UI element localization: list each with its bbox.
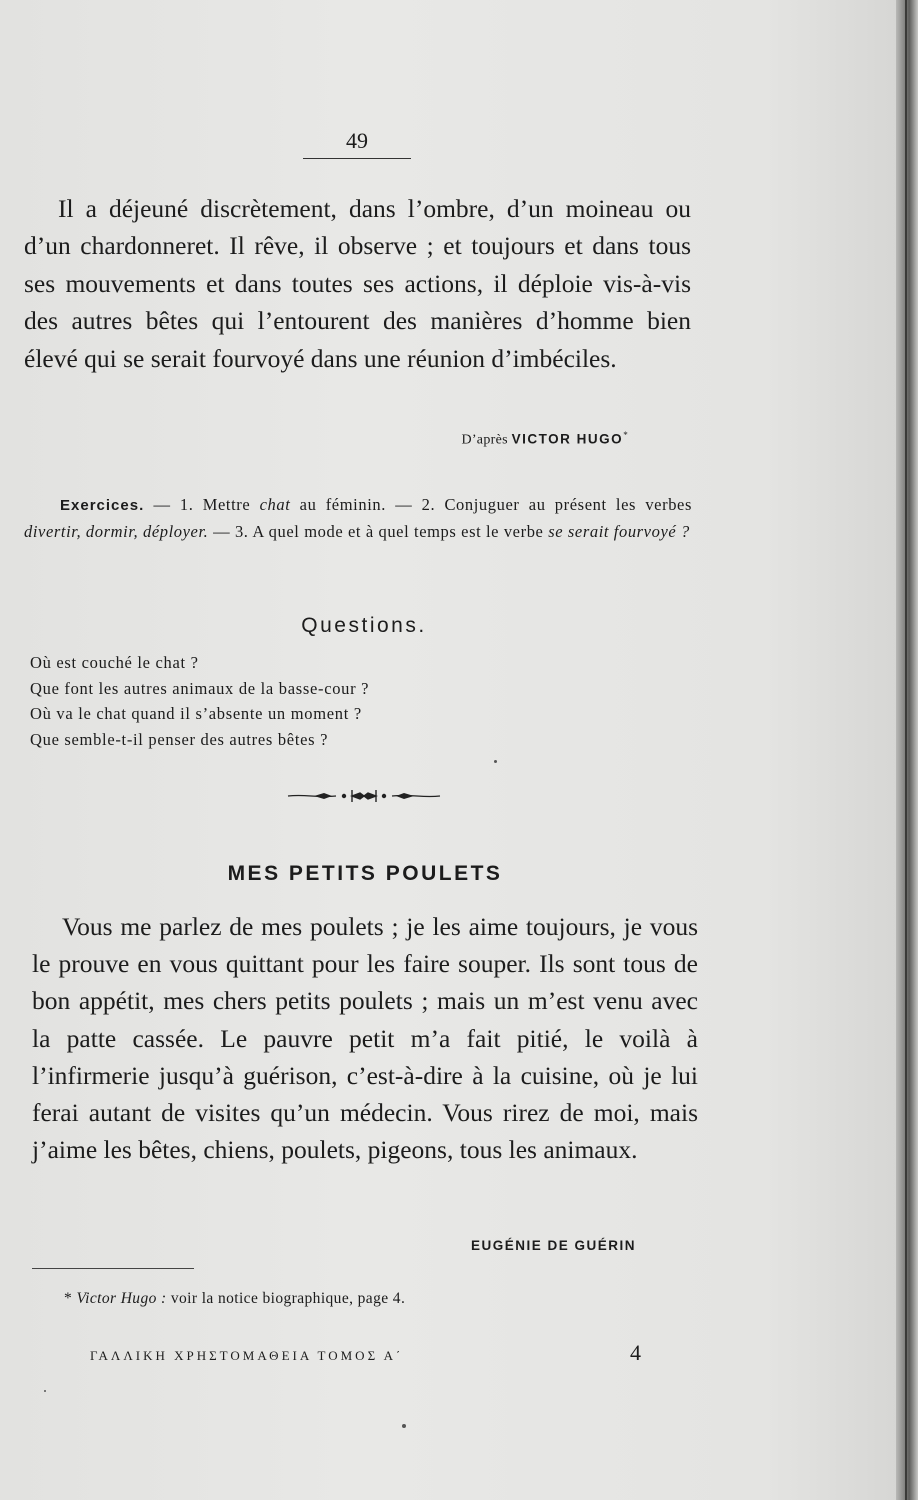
footer-sheet-number: 4	[630, 1340, 641, 1365]
questions-title: Questions.	[301, 614, 427, 637]
page-edge-line	[905, 0, 907, 1500]
ornament-divider	[286, 784, 442, 808]
page-number: 49	[346, 128, 368, 153]
question-item: Où va le chat quand il s’absente un moment ?	[30, 704, 362, 723]
exercises-italic-2: divertir, dormir, déployer.	[24, 522, 209, 541]
exercises-label: Exercices.	[60, 497, 145, 514]
page-number-rule	[303, 158, 411, 159]
attribution-prefix: D’après	[461, 432, 508, 448]
attribution-author: VICTOR HUGO	[511, 431, 624, 447]
paper-speck	[494, 760, 497, 763]
paragraph-poulets: Vous me parlez de mes poulets ; je les aime toujours, je vous le prouve en vous quittant pour les faire souper. Ils sont tous de bon appétit, mes chers petits poulets ; mais un m’est venu avec la patte cassée. Le pauvre petit m’a fait pitié, le voilà à l’infirmerie jusqu’à guérison, c’est-à-dire à la cuisine, où je lui ferai autant de visites qu’un médecin. Vous rirez de moi, mais j’aime les bêtes, chiens, poulets, pigeons, tous les animaux.	[32, 912, 698, 1165]
attribution-hugo	[400, 430, 628, 449]
footnote	[64, 1290, 664, 1308]
question-item: Que font les autres animaux de la basse-cour ?	[30, 678, 370, 698]
page-edge	[896, 0, 918, 1500]
section-title: MES PETITS POULETS	[227, 862, 503, 885]
paper-speck	[44, 1390, 46, 1392]
exercises-text-1: — 1. Mettre	[144, 495, 260, 514]
exercises-text-3: — 3. A quel mode et à quel temps est le verbe	[208, 522, 549, 541]
footnote-italic: Victor Hugo :	[76, 1290, 167, 1307]
questions-list	[30, 650, 530, 752]
exercises-italic-1: chat	[259, 495, 291, 514]
question-item: Où est couché le chat ?	[30, 653, 199, 672]
exercises-block	[24, 492, 692, 545]
paragraph-cat: Il a déjeuné discrètement, dans l’ombre, d’un moineau ou d’un chardonneret. Il rêve, il observe ; et toujours et dans tous ses mouvements et dans toutes ses actions, il déploie vis-à-vis des autres bêtes qui l’entourent des manières d’homme bien élevé qui se serait fourvoyé dans une réunion d’imbéciles.	[24, 194, 691, 373]
footer-signature: ΓΑΛΛΙΚΗ ΧΡΗΣΤΟΜΑΘΕΙΑ ΤΟΜΟΣ Α΄	[90, 1348, 404, 1363]
paper-speck	[402, 1424, 406, 1428]
attribution-guerin: EUGÉNIE DE GUÉRIN	[470, 1238, 636, 1253]
exercises-italic-3: se serait fourvoyé ?	[548, 522, 690, 541]
exercises-text-2: au féminin. — 2. Conjuguer au présent les verbes	[290, 495, 692, 514]
footnote-rule	[32, 1268, 194, 1269]
question-item: Que semble-t-il penser des autres bêtes ?	[30, 729, 329, 749]
footnote-marker: *	[623, 430, 628, 440]
footnote-text: voir la notice biographique, page 4.	[166, 1290, 406, 1307]
footnote-mark: *	[64, 1290, 73, 1307]
